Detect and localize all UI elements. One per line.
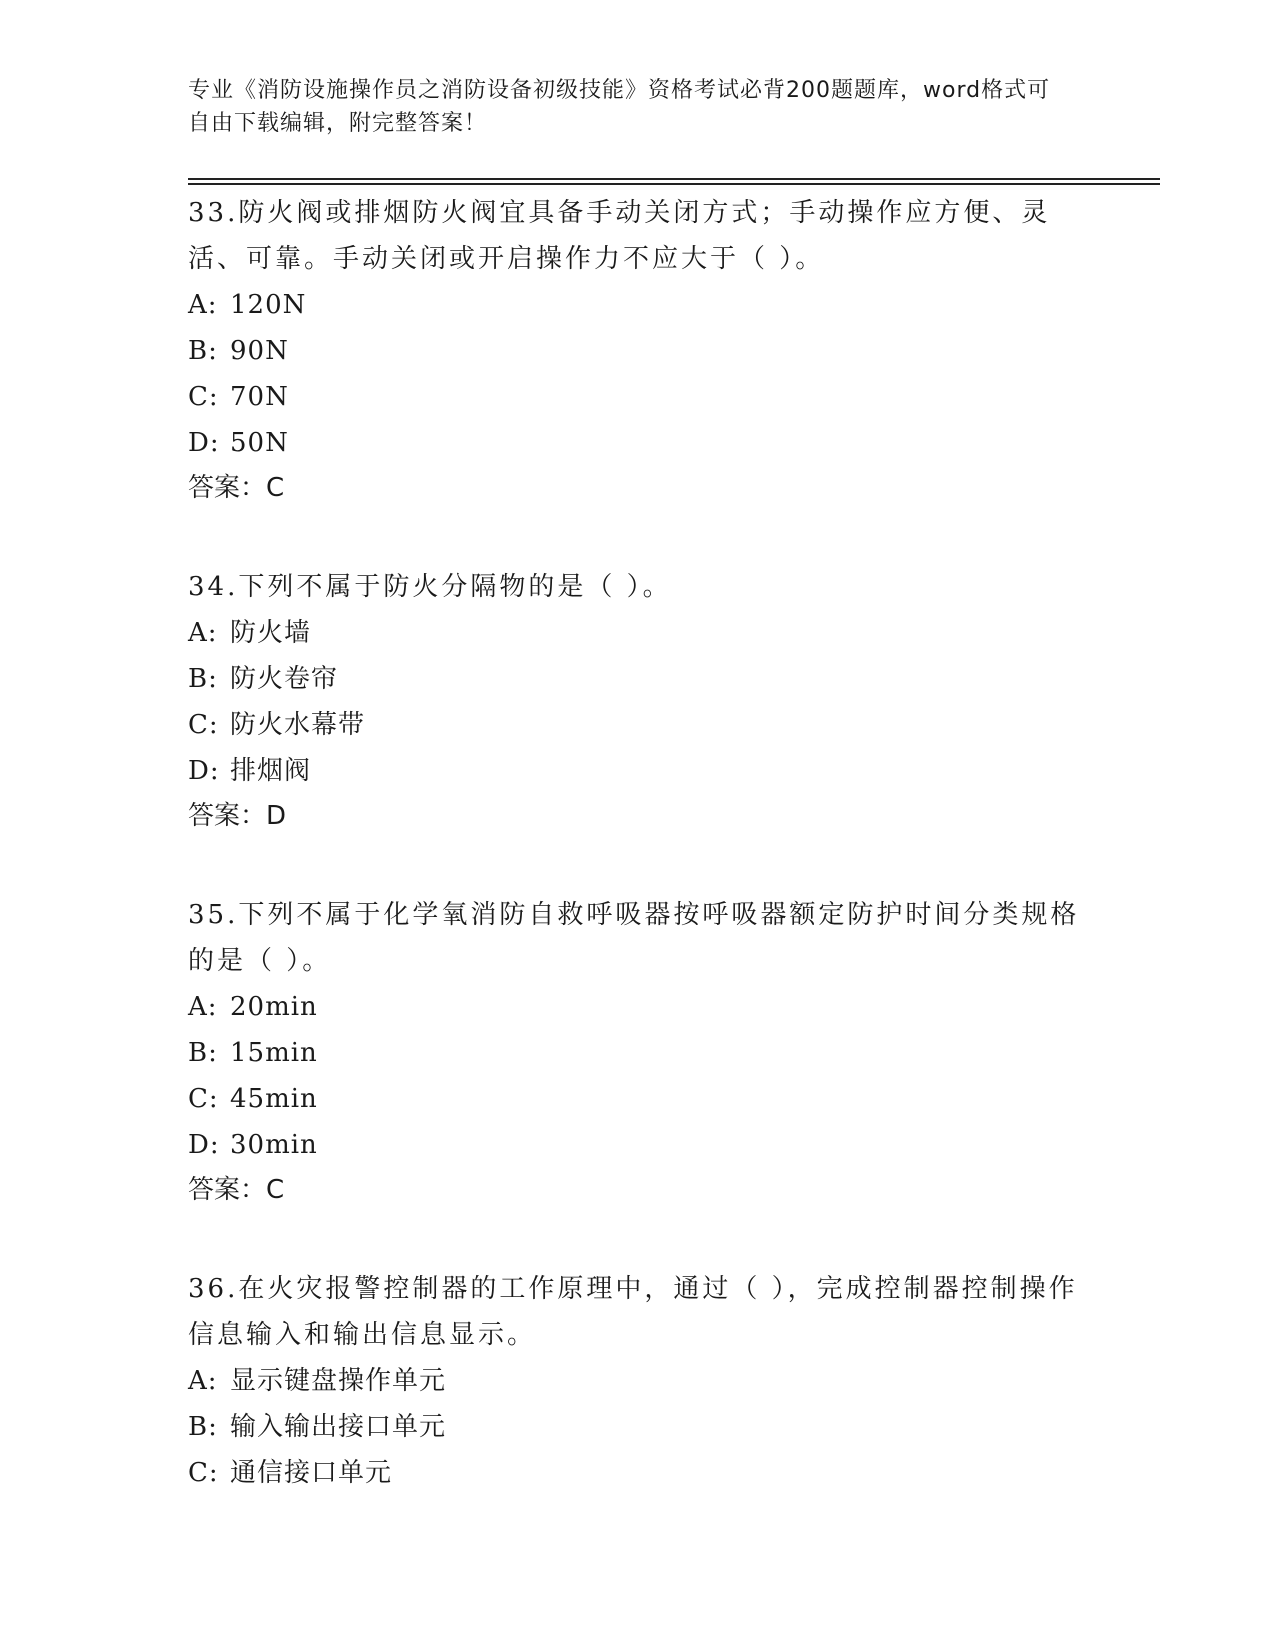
document-header: 专业《消防设施操作员之消防设备初级技能》资格考试必背200题题库，word格式可自由下载编辑，附完整答案！ [188,78,1051,136]
option-text: 120N [230,290,307,320]
option-a [188,984,1088,1030]
option-key: A: [188,1366,218,1396]
option-key: C: [188,1458,219,1488]
option-c [188,374,1088,420]
answer-line: 答案：D [188,801,287,831]
option-key: D: [188,428,220,458]
option-key: A: [188,992,218,1022]
option-key: B: [188,664,218,694]
option-text: 45min [230,1084,318,1114]
option-key: A: [188,290,218,320]
option-c [188,1076,1088,1122]
option-c [188,1450,1088,1496]
question-stem: 33.防火阀或排烟防火阀宜具备手动关闭方式；手动操作应方便、灵活、可靠。手动关闭或开启操作力不应大于（ ）。 [188,198,1051,274]
option-key: D: [188,756,220,786]
option-b [188,1404,1088,1450]
option-key: C: [188,1084,219,1114]
question-list [188,190,1088,1550]
option-text: 输入输出接口单元 [230,1412,447,1442]
option-text: 20min [230,992,318,1022]
option-key: B: [188,1412,218,1442]
option-text: 防火卷帘 [230,664,339,694]
option-key: B: [188,336,218,366]
option-key: C: [188,710,219,740]
header-divider-bottom [188,183,1160,185]
option-a [188,610,1088,656]
option-key: C: [188,382,219,412]
answer-line: 答案：C [188,473,285,503]
option-text: 排烟阀 [230,756,312,786]
option-key: D: [188,1130,220,1160]
question-34 [188,564,1088,838]
option-d [188,748,1088,794]
option-b [188,1030,1088,1076]
option-key: B: [188,1038,218,1068]
option-text: 30min [230,1130,318,1160]
header-divider-top [188,178,1160,180]
option-text: 15min [230,1038,318,1068]
option-text: 通信接口单元 [230,1458,393,1488]
question-35 [188,892,1088,1212]
question-36 [188,1266,1088,1496]
question-stem: 35.下列不属于化学氧消防自救呼吸器按呼吸器额定防护时间分类规格的是（ ）。 [188,900,1080,976]
option-b [188,656,1088,702]
answer-line: 答案：C [188,1175,285,1205]
option-a [188,282,1088,328]
question-33 [188,190,1088,510]
option-text: 70N [230,382,289,412]
question-stem: 34.下列不属于防火分隔物的是（ ）。 [188,572,672,602]
option-d [188,1122,1088,1168]
option-c [188,702,1088,748]
option-text: 防火墙 [230,618,312,648]
option-d [188,420,1088,466]
option-text: 显示键盘操作单元 [230,1366,447,1396]
option-text: 防火水幕带 [230,710,366,740]
option-text: 50N [230,428,289,458]
option-key: A: [188,618,218,648]
option-b [188,328,1088,374]
option-text: 90N [230,336,289,366]
question-stem: 36.在火灾报警控制器的工作原理中，通过（ ），完成控制器控制操作信息输入和输出信息显示。 [188,1274,1078,1350]
option-a [188,1358,1088,1404]
